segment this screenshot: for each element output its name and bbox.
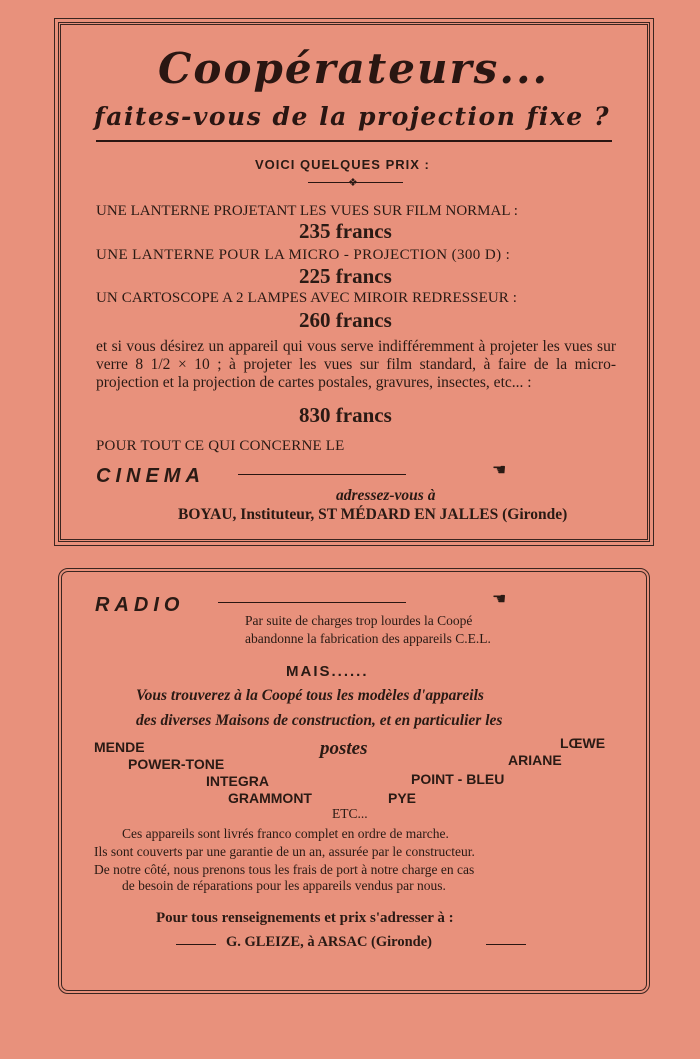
- body-line-2: des diverses Maisons de construction, et en particulier les: [136, 712, 503, 729]
- brand-integra: INTEGRA: [206, 773, 269, 789]
- item-price-3: 260 francs: [299, 308, 392, 332]
- brand-loewe: LŒWE: [560, 735, 606, 751]
- address-intro: adressez-vous à: [336, 487, 436, 504]
- subtitle-underline: [96, 140, 612, 142]
- contact-rule-left: [176, 944, 216, 945]
- intro-line-2: abandonne la fabrication des appareils C.E.L.: [245, 631, 491, 646]
- notice-subtitle: faites-vous de la projection fixe ?: [94, 102, 611, 131]
- brand-mende: MENDE: [94, 739, 145, 755]
- brand-ariane: ARIANE: [508, 752, 562, 768]
- notice-title: Coopérateurs...: [158, 44, 550, 93]
- item-price-2: 225 francs: [299, 264, 392, 288]
- etc-label: ETC...: [332, 806, 368, 821]
- radio-heading: RADIO: [95, 594, 185, 616]
- mais-heading: MAIS......: [286, 663, 369, 680]
- body-line-1: Vous trouverez à la Coopé tous les modèles d'appareils: [136, 687, 484, 704]
- warranty-line-3: De notre côté, nous prenons tous les frais de port à notre charge en cas: [94, 862, 475, 877]
- brand-pye: PYE: [388, 790, 417, 806]
- radio-rule: [218, 602, 406, 603]
- cinema-heading: CINEMA: [96, 465, 205, 487]
- paragraph: et si vous désirez un appareil qui vous serve indifféremment à projeter les vues sur verre 8 1/2 × 10 ; à projeter les vues sur film standard, à faire de la micro-projection et la projection de cartes postales, gravures, insectes, etc... :: [96, 338, 616, 391]
- item-label-3: UN CARTOSCOPE A 2 LAMPES AVEC MIROIR REDRESSEUR :: [96, 290, 518, 306]
- address: BOYAU, Instituteur, ST MÉDARD EN JALLES (Gironde): [178, 506, 568, 523]
- pointing-hand-icon: ☚: [492, 462, 507, 479]
- ornament-icon: ❖: [348, 177, 358, 189]
- concern-line: POUR TOUT CE QUI CONCERNE LE: [96, 438, 345, 454]
- contact-rule-right: [486, 944, 526, 945]
- intro-line-1: Par suite de charges trop lourdes la Coopé: [245, 613, 473, 628]
- final-price: 830 francs: [299, 403, 392, 427]
- info-line: Pour tous renseignements et prix s'adresser à :: [156, 910, 454, 926]
- contact: G. GLEIZE, à ARSAC (Gironde): [226, 934, 432, 950]
- item-price-1: 235 francs: [299, 219, 392, 243]
- item-label-2: UNE LANTERNE POUR LA MICRO - PROJECTION (300 D) :: [96, 247, 511, 263]
- brand-point-bleu: POINT - BLEU: [411, 771, 505, 787]
- prices-heading: VOICI QUELQUES PRIX :: [255, 157, 430, 172]
- brand-grammont: GRAMMONT: [228, 790, 312, 806]
- item-label-1: UNE LANTERNE PROJETANT LES VUES SUR FILM NORMAL :: [96, 203, 518, 219]
- cinema-rule: [238, 474, 406, 475]
- warranty-line-1: Ces appareils sont livrés franco complet en ordre de marche.: [122, 826, 449, 841]
- warranty-line-4: de besoin de réparations pour les appareils vendus par nous.: [122, 878, 446, 893]
- warranty-line-2: Ils sont couverts par une garantie de un an, assurée par le constructeur.: [94, 844, 475, 859]
- postes-label: postes: [320, 738, 368, 759]
- brand-power-tone: POWER-TONE: [128, 756, 225, 772]
- pointing-hand-icon: ☚: [492, 591, 507, 608]
